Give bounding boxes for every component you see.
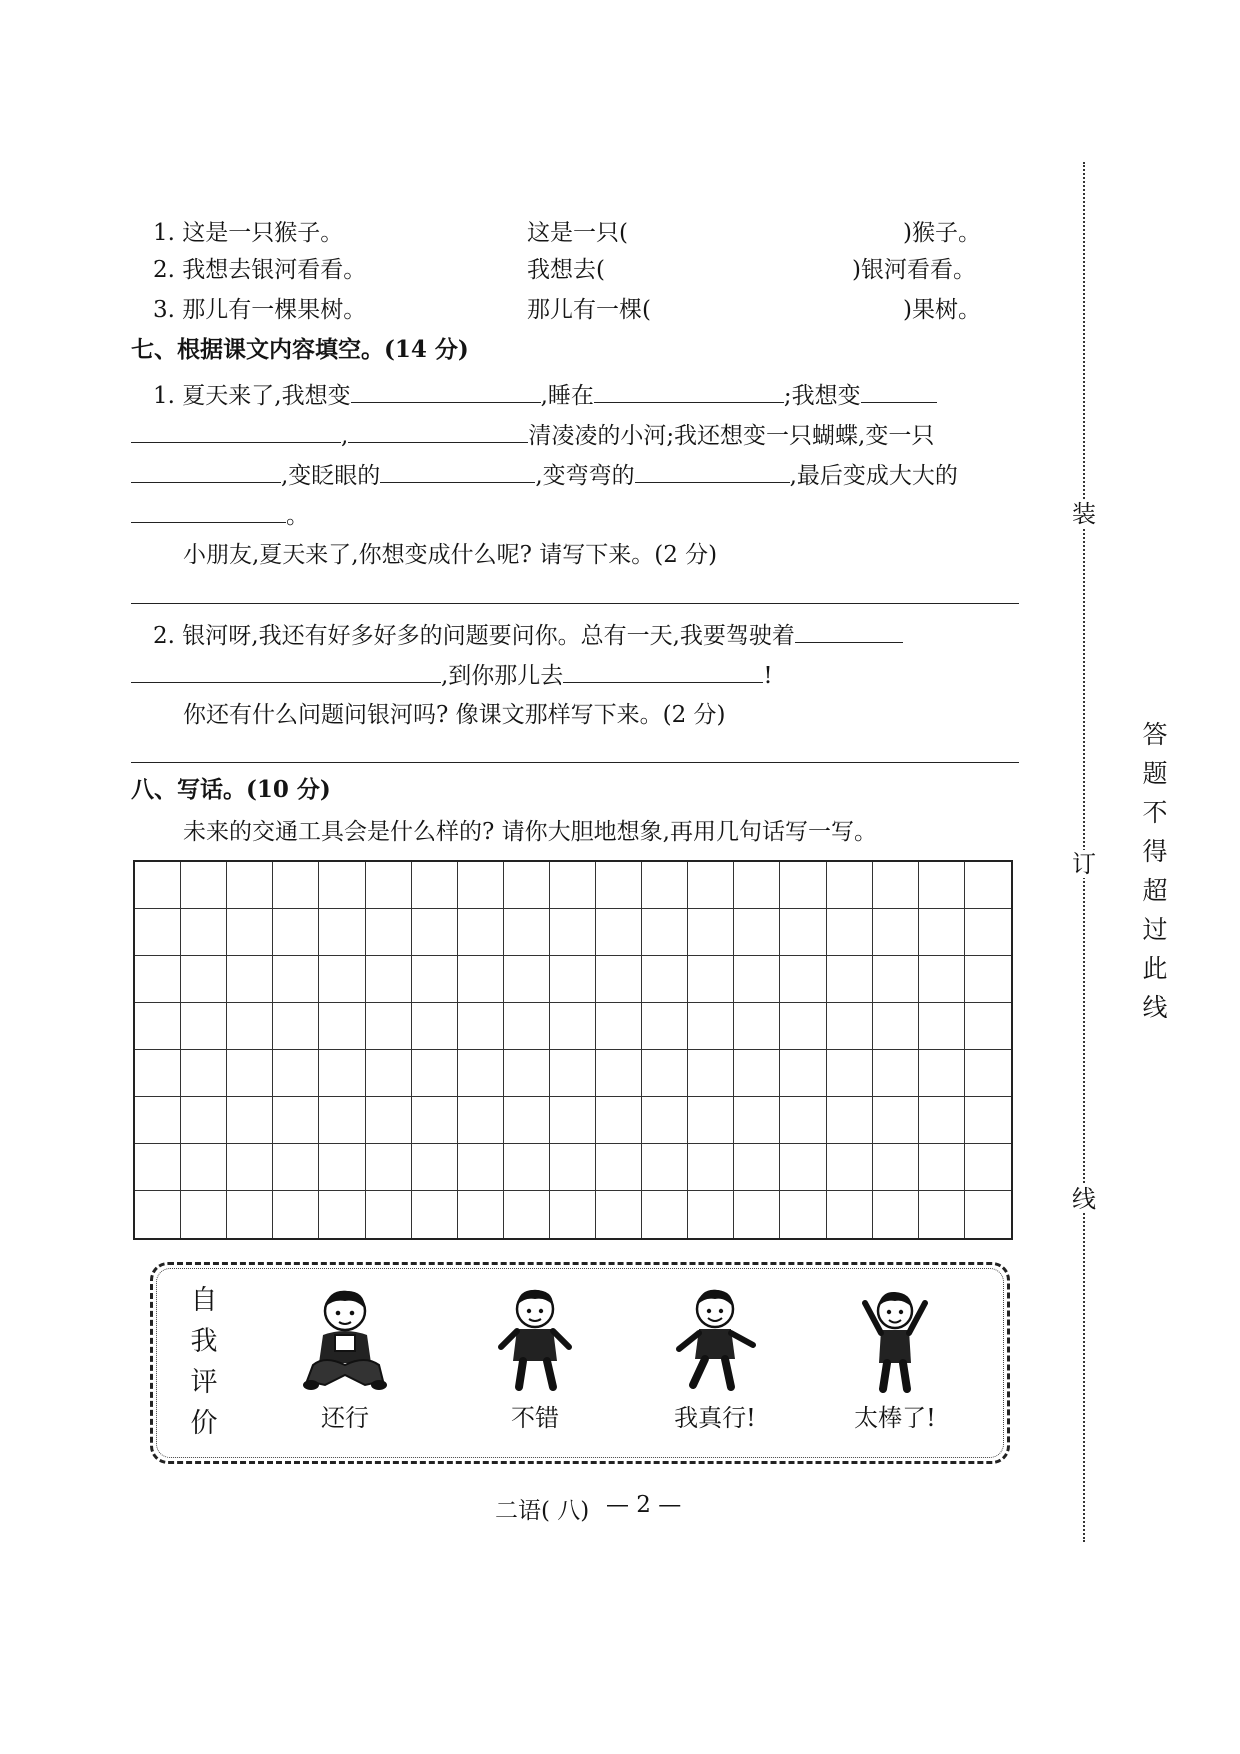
grid-cell[interactable]: [412, 956, 458, 1003]
answer-line[interactable]: [131, 603, 1019, 604]
grid-cell[interactable]: [135, 1144, 181, 1191]
grid-cell[interactable]: [780, 956, 826, 1003]
grid-cell[interactable]: [919, 1144, 965, 1191]
eval-label-good: 不错: [511, 1404, 559, 1432]
self-eval-title: 自我评价: [190, 1285, 218, 1439]
grid-cell[interactable]: [227, 956, 273, 1003]
grid-cell[interactable]: [504, 1003, 550, 1050]
eval-label-great: 我真行!: [674, 1404, 756, 1432]
grid-cell[interactable]: [734, 1191, 780, 1238]
q7-1-text-e: 清凌凌的小河;我还想变一只蝴蝶,变一只: [528, 423, 935, 449]
grid-cell[interactable]: [319, 909, 365, 956]
grid-cell[interactable]: [919, 1097, 965, 1144]
grid-cell[interactable]: [181, 1144, 227, 1191]
grid-cell[interactable]: [596, 862, 642, 909]
grid-cell[interactable]: [366, 1097, 412, 1144]
item-6-3-right-start: 那儿有一棵(: [527, 297, 651, 323]
grid-cell[interactable]: [412, 862, 458, 909]
grid-cell[interactable]: [412, 1144, 458, 1191]
grid-cell[interactable]: [273, 1097, 319, 1144]
section-8-prompt: 未来的交通工具会是什么样的? 请你大胆地想象,再用几句话写一写。: [183, 819, 877, 845]
eval-option-ok[interactable]: [285, 1285, 405, 1433]
blank-input[interactable]: [563, 660, 763, 683]
grid-cell[interactable]: [366, 956, 412, 1003]
grid-cell[interactable]: [873, 862, 919, 909]
q7-1-text-a: 1. 夏天来了,我想变: [153, 383, 351, 409]
grid-cell[interactable]: [642, 956, 688, 1003]
grid-cell[interactable]: [412, 1003, 458, 1050]
eval-option-excellent[interactable]: [835, 1285, 955, 1433]
grid-cell[interactable]: [458, 1097, 504, 1144]
grid-cell[interactable]: [827, 1003, 873, 1050]
grid-cell[interactable]: [642, 862, 688, 909]
grid-cell[interactable]: [366, 1050, 412, 1097]
grid-cell[interactable]: [135, 1191, 181, 1238]
grid-cell[interactable]: [919, 862, 965, 909]
grid-cell[interactable]: [550, 1097, 596, 1144]
grid-cell[interactable]: [227, 1003, 273, 1050]
q7-1-line3: [131, 460, 958, 491]
blank-input[interactable]: [594, 380, 784, 403]
grid-cell[interactable]: [319, 1144, 365, 1191]
grid-cell[interactable]: [734, 956, 780, 1003]
grid-cell[interactable]: [458, 909, 504, 956]
eval-label-excellent: 太棒了!: [854, 1404, 936, 1432]
grid-cell[interactable]: [965, 1191, 1011, 1238]
grid-cell[interactable]: [827, 1191, 873, 1238]
boy-waving-icon: [665, 1285, 765, 1397]
grid-cell[interactable]: [965, 1003, 1011, 1050]
footer-page-number: — 2 —: [606, 1492, 682, 1518]
grid-cell[interactable]: [965, 1097, 1011, 1144]
grid-cell[interactable]: [919, 909, 965, 956]
grid-cell[interactable]: [227, 862, 273, 909]
grid-cell[interactable]: [412, 1050, 458, 1097]
grid-cell[interactable]: [919, 1191, 965, 1238]
grid-cell[interactable]: [504, 1097, 550, 1144]
grid-cell[interactable]: [319, 956, 365, 1003]
grid-cell[interactable]: [181, 1003, 227, 1050]
grid-cell[interactable]: [458, 1050, 504, 1097]
grid-cell[interactable]: [688, 1191, 734, 1238]
binding-mark-zhuang: 装: [1068, 500, 1100, 528]
grid-cell[interactable]: [873, 1050, 919, 1097]
item-6-2-right-start: 我想去(: [527, 257, 605, 283]
blank-input[interactable]: [380, 460, 535, 483]
grid-cell[interactable]: [504, 862, 550, 909]
grid-cell[interactable]: [642, 1003, 688, 1050]
grid-cell[interactable]: [827, 956, 873, 1003]
grid-cell[interactable]: [458, 1003, 504, 1050]
boy-cheering-icon: [845, 1285, 945, 1397]
grid-cell[interactable]: [688, 1144, 734, 1191]
grid-cell[interactable]: [596, 956, 642, 1003]
binding-mark-xian: 线: [1068, 1185, 1100, 1213]
grid-cell[interactable]: [366, 1191, 412, 1238]
q7-2-line1: [153, 620, 903, 651]
grid-cell[interactable]: [873, 1097, 919, 1144]
blank-input[interactable]: [131, 420, 341, 443]
footer-subject: 二语( 八): [495, 1498, 590, 1524]
eval-option-good[interactable]: [475, 1285, 595, 1433]
grid-cell[interactable]: [412, 1191, 458, 1238]
grid-cell[interactable]: [780, 1003, 826, 1050]
grid-cell[interactable]: [366, 909, 412, 956]
grid-cell[interactable]: [965, 909, 1011, 956]
grid-cell[interactable]: [873, 1003, 919, 1050]
grid-cell[interactable]: [273, 909, 319, 956]
grid-cell[interactable]: [965, 956, 1011, 1003]
item-6-3-right-end: )果树。: [903, 297, 981, 323]
grid-cell[interactable]: [181, 1050, 227, 1097]
grid-cell[interactable]: [319, 1003, 365, 1050]
q7-2-prompt: 你还有什么问题问银河吗? 像课文那样写下来。(2 分): [183, 702, 726, 728]
blank-input[interactable]: [635, 460, 790, 483]
grid-cell[interactable]: [596, 909, 642, 956]
grid-cell[interactable]: [412, 1097, 458, 1144]
grid-cell[interactable]: [734, 862, 780, 909]
grid-cell[interactable]: [873, 1144, 919, 1191]
grid-cell[interactable]: [734, 1050, 780, 1097]
item-6-2-left: 2. 我想去银河看看。: [153, 257, 367, 283]
q7-2-text-a: 2. 银河呀,我还有好多好多的问题要问你。总有一天,我要驾驶着: [153, 623, 795, 649]
grid-cell[interactable]: [734, 1003, 780, 1050]
grid-cell[interactable]: [642, 1144, 688, 1191]
grid-cell[interactable]: [642, 1050, 688, 1097]
q7-1-line2: [131, 420, 934, 451]
grid-cell[interactable]: [642, 1097, 688, 1144]
grid-cell[interactable]: [780, 1097, 826, 1144]
grid-cell[interactable]: [919, 956, 965, 1003]
grid-cell[interactable]: [642, 1191, 688, 1238]
grid-cell[interactable]: [458, 862, 504, 909]
grid-cell[interactable]: [227, 1050, 273, 1097]
grid-cell[interactable]: [181, 1191, 227, 1238]
q7-1-text-h: ,最后变成大大的: [789, 463, 958, 489]
blank-input[interactable]: [861, 380, 937, 403]
grid-cell[interactable]: [550, 909, 596, 956]
grid-cell[interactable]: [181, 909, 227, 956]
grid-cell[interactable]: [642, 909, 688, 956]
grid-cell[interactable]: [780, 1144, 826, 1191]
grid-cell[interactable]: [688, 862, 734, 909]
grid-cell[interactable]: [688, 1097, 734, 1144]
grid-cell[interactable]: [181, 862, 227, 909]
grid-cell[interactable]: [827, 1097, 873, 1144]
grid-cell[interactable]: [873, 1191, 919, 1238]
grid-cell[interactable]: [273, 1191, 319, 1238]
grid-cell[interactable]: [504, 909, 550, 956]
grid-cell[interactable]: [181, 956, 227, 1003]
grid-cell[interactable]: [458, 956, 504, 1003]
blank-input[interactable]: [131, 500, 286, 523]
grid-cell[interactable]: [919, 1050, 965, 1097]
grid-cell[interactable]: [827, 1144, 873, 1191]
q7-2-text-b: ,到你那儿去: [441, 663, 564, 689]
boy-sitting-icon: [295, 1285, 395, 1397]
grid-cell[interactable]: [181, 1097, 227, 1144]
item-6-2-right-end: )银河看看。: [852, 257, 976, 283]
q7-1-text-c: ;我想变: [783, 383, 861, 409]
grid-cell[interactable]: [504, 1191, 550, 1238]
section-7-heading: 七、根据课文内容填空。(14 分): [131, 336, 469, 363]
item-6-1-left: 1. 这是一只猴子。: [153, 220, 344, 246]
grid-cell[interactable]: [965, 1144, 1011, 1191]
grid-cell[interactable]: [273, 862, 319, 909]
grid-cell[interactable]: [688, 909, 734, 956]
grid-cell[interactable]: [135, 1003, 181, 1050]
grid-cell[interactable]: [366, 862, 412, 909]
q7-1-text-b: ,睡在: [540, 383, 594, 409]
blank-input[interactable]: [348, 420, 528, 443]
grid-cell[interactable]: [273, 1003, 319, 1050]
item-6-1-right-start: 这是一只(: [527, 220, 628, 246]
grid-cell[interactable]: [135, 862, 181, 909]
item-6-3-left: 3. 那儿有一棵果树。: [153, 297, 367, 323]
grid-cell[interactable]: [780, 1050, 826, 1097]
grid-cell[interactable]: [596, 1191, 642, 1238]
blank-input[interactable]: [131, 660, 441, 683]
grid-cell[interactable]: [780, 862, 826, 909]
grid-cell[interactable]: [965, 1050, 1011, 1097]
grid-cell[interactable]: [550, 1191, 596, 1238]
grid-cell[interactable]: [366, 1003, 412, 1050]
grid-cell[interactable]: [550, 862, 596, 909]
q7-1-text-f: ,变眨眼的: [281, 463, 381, 489]
eval-label-ok: 还行: [321, 1404, 369, 1432]
eval-option-great[interactable]: [655, 1285, 775, 1433]
grid-cell[interactable]: [273, 1144, 319, 1191]
grid-cell[interactable]: [273, 1050, 319, 1097]
grid-cell[interactable]: [135, 909, 181, 956]
grid-cell[interactable]: [780, 1191, 826, 1238]
q7-1-line1: [153, 380, 937, 411]
q7-1-text-i: 。: [286, 503, 309, 529]
grid-cell[interactable]: [319, 1097, 365, 1144]
grid-cell[interactable]: [734, 1097, 780, 1144]
grid-cell[interactable]: [596, 1003, 642, 1050]
blank-input[interactable]: [795, 620, 903, 643]
grid-cell[interactable]: [965, 862, 1011, 909]
grid-cell[interactable]: [688, 1050, 734, 1097]
blank-input[interactable]: [351, 380, 541, 403]
writing-grid[interactable]: [133, 860, 1013, 1240]
grid-cell[interactable]: [873, 909, 919, 956]
q7-1-line4: [131, 500, 309, 531]
grid-cell[interactable]: [227, 1097, 273, 1144]
q7-1-prompt: 小朋友,夏天来了,你想变成什么呢? 请写下来。(2 分): [183, 542, 718, 568]
binding-mark-ding: 订: [1068, 850, 1100, 878]
grid-cell[interactable]: [319, 1191, 365, 1238]
grid-cell[interactable]: [780, 909, 826, 956]
grid-cell[interactable]: [504, 1144, 550, 1191]
grid-cell[interactable]: [919, 1003, 965, 1050]
grid-cell[interactable]: [827, 909, 873, 956]
q7-2-line2: [131, 660, 773, 691]
item-6-1-right-end: )猴子。: [903, 220, 981, 246]
boy-standing-icon: [485, 1285, 585, 1397]
binding-warning: 答题不得超过此线: [1142, 720, 1168, 1022]
grid-cell[interactable]: [550, 1050, 596, 1097]
grid-cell[interactable]: [504, 1050, 550, 1097]
grid-cell[interactable]: [227, 1191, 273, 1238]
grid-cell[interactable]: [319, 862, 365, 909]
q7-2-text-c: !: [763, 663, 773, 689]
q7-1-text-d: ,: [341, 423, 349, 449]
grid-cell[interactable]: [273, 956, 319, 1003]
grid-cell[interactable]: [734, 1144, 780, 1191]
grid-cell[interactable]: [504, 956, 550, 1003]
grid-cell[interactable]: [227, 909, 273, 956]
grid-cell[interactable]: [550, 1144, 596, 1191]
grid-cell[interactable]: [688, 1003, 734, 1050]
grid-cell[interactable]: [596, 1097, 642, 1144]
grid-cell[interactable]: [596, 1144, 642, 1191]
grid-cell[interactable]: [873, 956, 919, 1003]
grid-cell[interactable]: [319, 1050, 365, 1097]
grid-cell[interactable]: [827, 1050, 873, 1097]
q7-1-text-g: ,变弯弯的: [535, 463, 635, 489]
section-8-heading: 八、写话。(10 分): [131, 776, 331, 803]
grid-cell[interactable]: [550, 1003, 596, 1050]
grid-cell[interactable]: [227, 1144, 273, 1191]
grid-cell[interactable]: [688, 956, 734, 1003]
grid-cell[interactable]: [458, 1191, 504, 1238]
grid-cell[interactable]: [135, 956, 181, 1003]
blank-input[interactable]: [131, 460, 281, 483]
grid-cell[interactable]: [734, 909, 780, 956]
grid-cell[interactable]: [550, 956, 596, 1003]
grid-cell[interactable]: [366, 1144, 412, 1191]
grid-cell[interactable]: [596, 1050, 642, 1097]
grid-cell[interactable]: [827, 862, 873, 909]
grid-cell[interactable]: [135, 1050, 181, 1097]
grid-cell[interactable]: [458, 1144, 504, 1191]
answer-line[interactable]: [131, 762, 1019, 763]
grid-cell[interactable]: [412, 909, 458, 956]
grid-cell[interactable]: [135, 1097, 181, 1144]
